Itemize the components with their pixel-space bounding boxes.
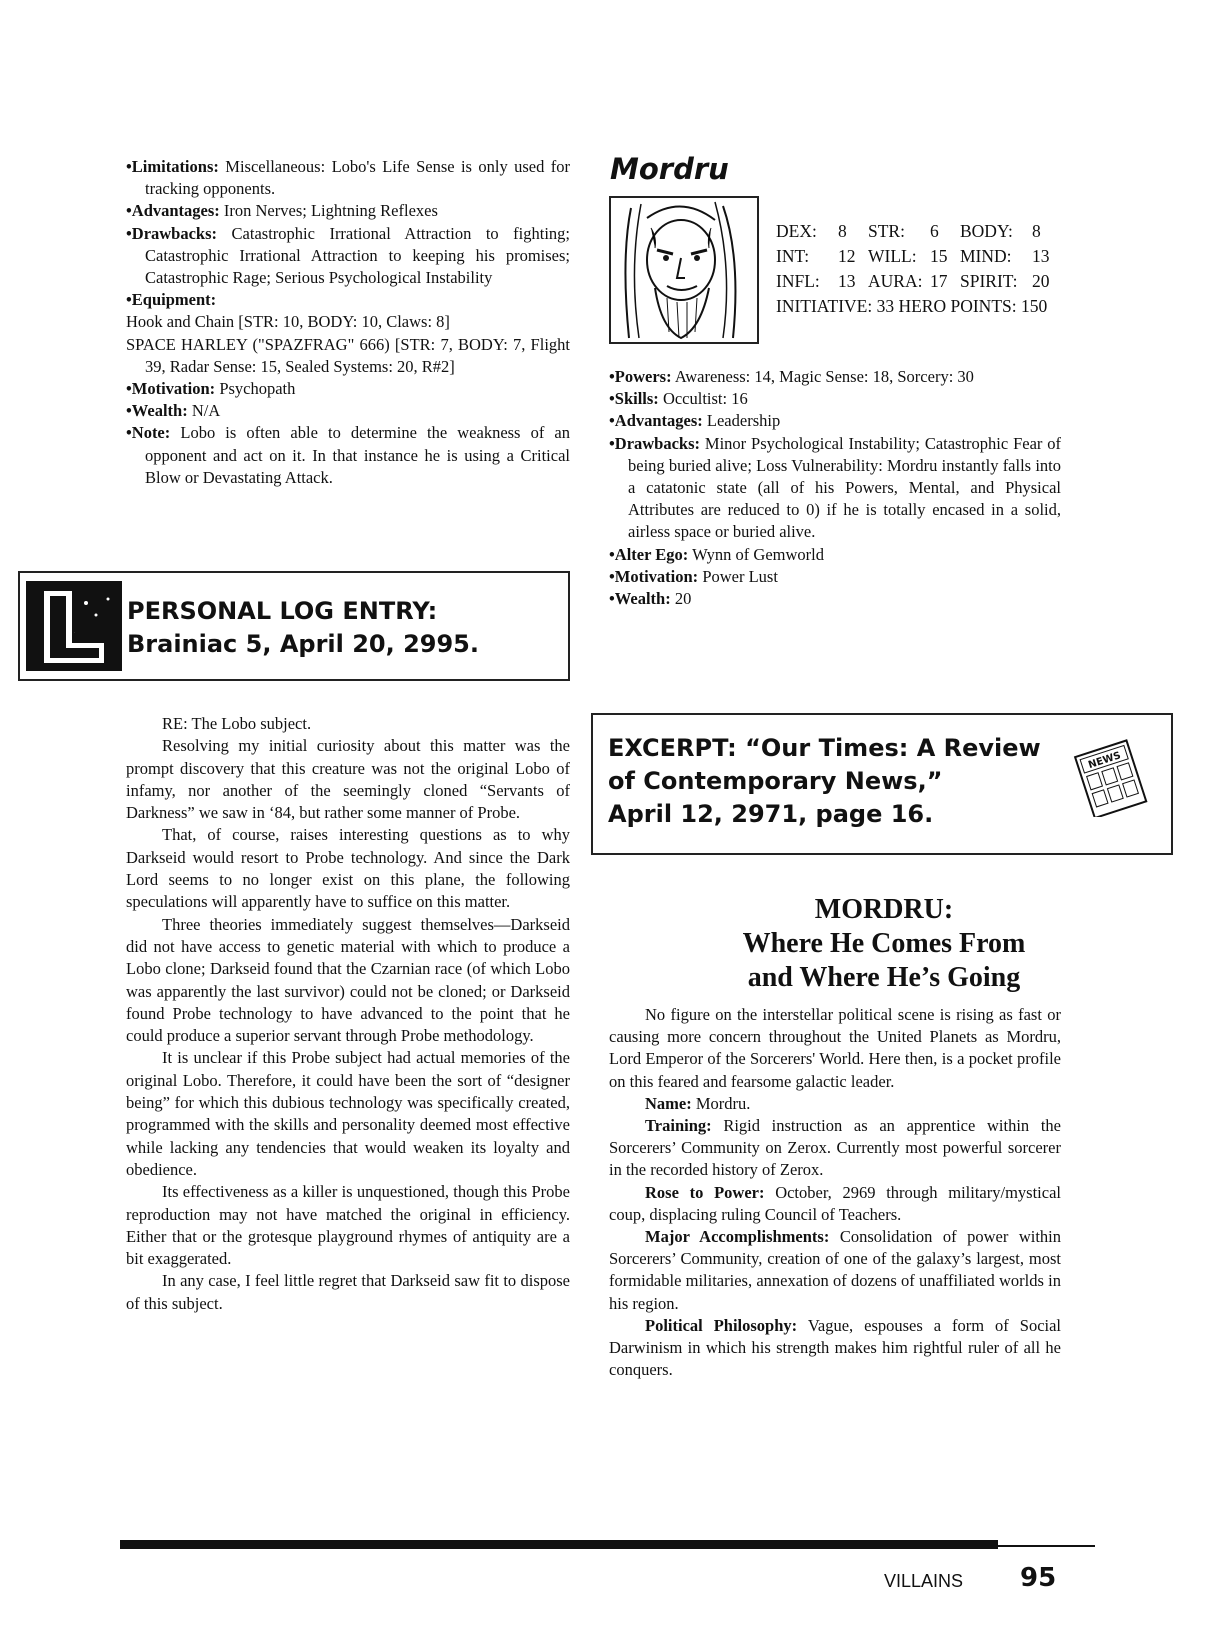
mordru-advantages: •Advantages: Leadership — [609, 411, 781, 431]
article-heading: MORDRU: Where He Comes From and Where He’s Going — [742, 894, 1026, 993]
log-paragraph: It is unclear if this Probe subject had actual memories of the original Lobo. Therefore, it could have been the sort of “designer being” for which this dubious technology was specifically created, programmed with the skills and personality deemed most effective while lacking any tendencies that would weaken its loyalty and obedience. — [126, 1048, 570, 1179]
log-paragraph: Three theories immediately suggest themselves—Darkseid did not have access to genetic material with which to produce a Lobo clone; Darkseid found that the Czarnian race (of which Lobo was apparently the last survivor) could not be cloned; or Darkseid found Probe technology to have advanced to the point that he could produce a superior servant through Probe methodology. — [126, 914, 570, 1046]
mordru-alter-ego: •Alter Ego: Wynn of Gemworld — [609, 544, 824, 564]
log-paragraph: Its effectiveness as a killer is unquestioned, though this Probe reproduction may not have matched the original in efficiency. Either that or the grotesque playground rhymes of antiquity are a bit exaggerated. — [126, 1182, 570, 1269]
lobo-equipment-item: Hook and Chain [STR: 10, BODY: 10, Claws: 8] — [126, 312, 450, 332]
log-paragraph: That, of course, raises interesting questions as to why Darkseid would resort to Probe technology. And since the Dark Lord seems to no longer exist on this plane, the following speculations will apparently have to suffice on this matter. — [126, 825, 570, 912]
svg-text:NEWS: NEWS — [1087, 750, 1123, 772]
lobo-stats — [126, 156, 570, 489]
footer-section-label: VILLAINS — [884, 1571, 964, 1591]
article-philosophy: Political Philosophy: Vague, espouses a form of Social Darwinism in which his strength makes him rightful ruler of all he conquers. — [609, 1315, 1062, 1380]
mordru-portrait — [609, 196, 759, 344]
newspaper-icon — [1071, 737, 1151, 817]
lobo-equipment: •Equipment: — [126, 290, 217, 310]
mordru-attribute-table: DEX: 8 STR: 6 BODY: 8 INT: 12 WILL: 15 MIND: 13 INFL: 13 AURA: 17 SPIRIT: 20 INITIATIVE: 33 HERO POINTS: 150 — [776, 221, 1050, 316]
lobo-drawbacks: •Drawbacks: Catastrophic Irrational Attraction to fighting; Catastrophic Irrational Attraction to keeping his promises; Catastrophic Rage; Serious Psychological Instability — [126, 223, 570, 288]
mordru-powers: •Powers: Awareness: 14, Magic Sense: 18, Sorcery: 30 — [609, 367, 974, 386]
footer-rule-thin — [998, 1545, 1095, 1547]
log-paragraph: RE: The Lobo subject. — [162, 714, 312, 733]
excerpt-title: EXCERPT: “Our Times: A Review of Contemporary News,” April 12, 2971, page 16. — [608, 734, 1041, 828]
log-paragraph: In any case, I feel little regret that Darkseid saw fit to dispose of this subject. — [126, 1271, 570, 1313]
svg-text:L: L — [74, 633, 75, 634]
article-body — [609, 1004, 1061, 1381]
log-paragraph: Resolving my initial curiosity about this matter was the prompt discovery that this creature was not the original Lobo of infamy, nor another of the seemingly cloned “Servants of Darkness” we saw in ‘84, but rather some manner of Probe. — [126, 736, 570, 823]
mordru-motivation: •Motivation: Power Lust — [609, 566, 778, 586]
mordru-skills: •Skills: Occultist: 16 — [609, 389, 748, 409]
lobo-wealth: •Wealth: N/A — [126, 401, 221, 421]
personal-log-header-box — [18, 571, 570, 681]
lobo-limitations: •Limitations: Miscellaneous: Lobo's Life Sense is only used for tracking opponents. — [126, 157, 571, 199]
article-rose-to-power: Rose to Power: October, 2969 through military/mystical coup, displacing ruling Council of Teachers. — [609, 1182, 1061, 1224]
footer-rule — [120, 1540, 998, 1549]
excerpt-header-box — [591, 713, 1173, 855]
mordru-title: Mordru — [610, 152, 729, 186]
article-intro: No figure on the interstellar political scene is rising as fast or causing more concern throughout the United Planets as Mordru, Lord Emperor of the Sorcerers' World. Here then, is a pocket profile on this feared and fearsome galactic leader. — [609, 1005, 1061, 1091]
lobo-note: •Note: Lobo is often able to determine the weakness of an opponent and act on it. In that instance he is using a Critical Blow or Devastating Attack. — [126, 423, 570, 487]
log-body — [126, 713, 570, 1315]
lobo-advantages: •Advantages: Iron Nerves; Lightning Reflexes — [126, 201, 438, 221]
article-accomplishments: Major Accomplishments: Consolidation of power within Sorcerers’ Community, creation of one of the galaxy’s largest, most formidable militaries, annexation of dozens of unaffiliated worlds in his region. — [609, 1227, 1061, 1313]
page-number: 95 — [1020, 1563, 1057, 1593]
mordru-stats — [609, 366, 1061, 610]
article-name: Name: Mordru. — [645, 1093, 751, 1113]
lobo-motivation: •Motivation: Psychopath — [126, 379, 296, 399]
lobo-equipment-item: SPACE HARLEY ("SPAZFRAG" 666) [STR: 7, BODY: 7, Flight 39, Radar Sense: 15, Sealed Systems: 20, R#2] — [126, 334, 570, 376]
mordru-wealth: •Wealth: 20 — [609, 589, 692, 609]
log-title: PERSONAL LOG ENTRY: Brainiac 5, April 20, 2995. — [127, 597, 479, 658]
mordru-drawbacks: •Drawbacks: Minor Psychological Instability; Catastrophic Fear of being buried alive; Loss Vulnerability: Mordru instantly falls into a catatonic state (all of his Powers, Mental, and Physical Attributes are reduced to 0) if he is totally encased in a solid, airless space or buried alive. — [609, 433, 1062, 542]
legion-l-icon — [26, 581, 122, 671]
article-training: Training: Rigid instruction as an apprentice within the Sorcerers’ Community on Zerox. Currently most powerful sorcerer in the recorded history of Zerox. — [609, 1116, 1061, 1180]
